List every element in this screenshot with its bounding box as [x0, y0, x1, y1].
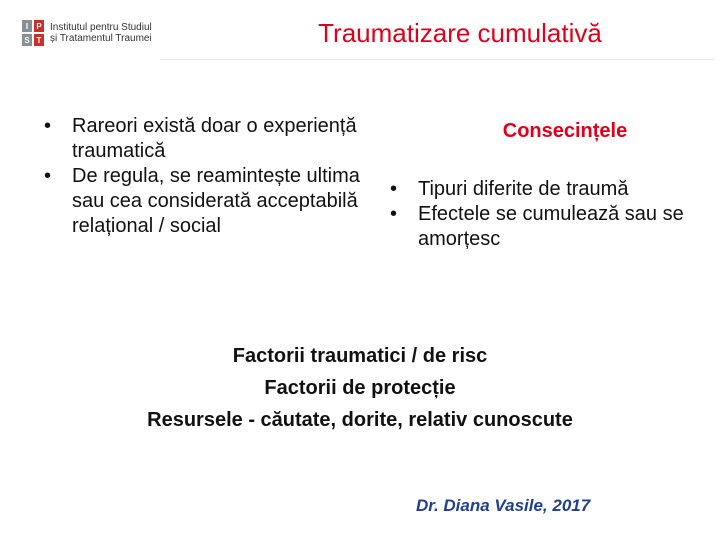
slide-title: Traumatizare cumulativă — [318, 18, 602, 48]
logo-line-1: Institutul pentru Studiul — [50, 22, 152, 33]
logo-mark — [22, 20, 44, 46]
consequences-heading: Consecințele — [502, 120, 628, 142]
bullet-icon: • — [44, 115, 52, 137]
bullet-text: De regula, se reamintește ultima sau cea considerată acceptabilă relațional / social — [72, 165, 360, 237]
logo-text — [50, 22, 152, 44]
right-column — [380, 120, 710, 252]
logo-letter: T — [34, 34, 44, 46]
bullet-icon: • — [390, 203, 398, 225]
left-column — [34, 114, 364, 239]
bullet-item — [380, 202, 710, 252]
factor-line: Resursele - căutate, dorite, relativ cunoscute — [147, 409, 573, 431]
bullet-item — [380, 177, 710, 202]
logo-letter: I — [22, 20, 32, 32]
header-divider — [160, 59, 715, 60]
right-bullet-list — [380, 177, 710, 252]
bullet-text: Rareori există doar o experiență traumatică — [72, 115, 357, 162]
logo-letter: S — [22, 34, 32, 46]
bullet-text: Efectele se cumulează sau se amorțesc — [418, 203, 684, 250]
left-bullet-list — [34, 114, 364, 239]
bullet-item — [34, 164, 364, 239]
bullet-icon: • — [44, 165, 52, 187]
factor-line: Factorii traumatici / de risc — [232, 345, 488, 367]
logo-line-2: și Tratamentul Traumei — [50, 33, 152, 44]
logo-letter: P — [34, 20, 44, 32]
bullet-icon: • — [390, 178, 398, 200]
factor-line: Factorii de protecție — [264, 377, 456, 399]
factors-block — [0, 340, 720, 436]
institute-logo — [22, 20, 152, 46]
bullet-text: Tipuri diferite de traumă — [418, 178, 629, 200]
author-credit: Dr. Diana Vasile, 2017 — [416, 496, 591, 515]
bullet-item — [34, 114, 364, 164]
